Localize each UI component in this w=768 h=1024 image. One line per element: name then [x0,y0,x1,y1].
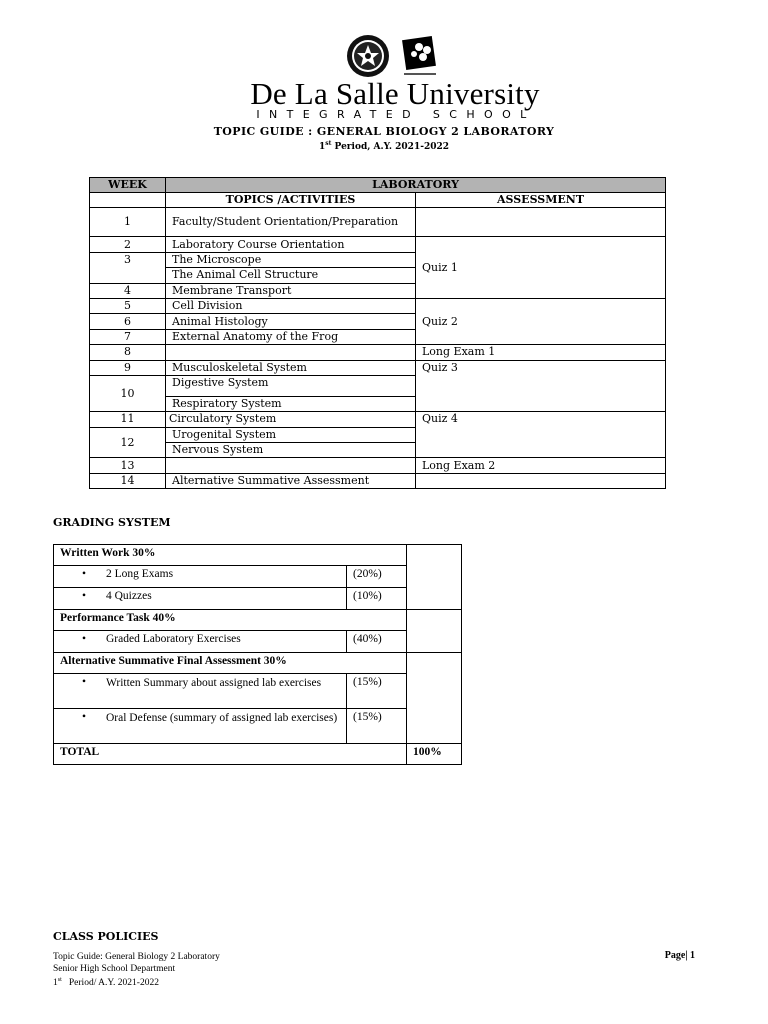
week-cell: 7 [90,329,166,344]
total-label: TOTAL [54,744,407,765]
topic-cell: Laboratory Course Orientation [166,237,416,252]
table-row [54,653,462,674]
topic-cell: Circulatory System [166,412,416,427]
week-header: WEEK [90,178,166,193]
table-row [54,545,462,566]
quizzes-item [54,588,347,610]
week-cell: 4 [90,283,166,298]
topic-cell: Musculoskeletal System [166,360,416,375]
empty-cell [407,545,462,610]
alternative-final-heading: Alternative Summative Final Assessment 30% [54,653,407,674]
assessment-cell [416,473,666,488]
topic-cell: Alternative Summative Assessment [166,473,416,488]
assessment-cell [416,208,666,237]
item-percent: (10%) [347,588,407,610]
item-percent: (15%) [347,709,407,744]
week-cell: 9 [90,360,166,375]
item-percent: (15%) [347,674,407,709]
table-row [90,298,666,313]
table-row [54,566,462,588]
week-cell: 1 [90,208,166,237]
topic-cell: The Microscope [166,252,416,267]
week-cell: 5 [90,298,166,313]
table-row [54,588,462,610]
table-row [90,208,666,237]
footer-line: Senior High School Department [53,963,176,974]
topic-cell: Urogenital System [166,427,416,442]
item-label: Oral Defense (summary of assigned lab exercises) [106,712,338,724]
bullet-icon: • [81,590,87,602]
table-row [54,610,462,631]
page-title: TOPIC GUIDE : GENERAL BIOLOGY 2 LABORATORY [213,125,555,138]
school-mark-icon [402,36,438,78]
grading-system-heading: GRADING SYSTEM [53,516,171,529]
footer-line: 1st Period/ A.Y. 2021-2022 [53,977,159,989]
table-row [54,709,462,744]
week-cell: 10 [90,375,166,411]
topic-cell: Membrane Transport [166,283,416,298]
table-subheader-row [90,193,666,208]
laboratory-header: LABORATORY [166,178,666,193]
graded-lab-item [54,631,347,653]
empty-cell [407,653,462,744]
week-cell: 2 [90,237,166,252]
table-row [54,631,462,653]
week-cell: 6 [90,314,166,329]
footer-line: Topic Guide: General Biology 2 Laboratory [53,952,220,962]
item-label: 4 Quizzes [106,590,152,602]
topics-header: TOPICS /ACTIVITIES [166,193,416,208]
assessment-cell: Long Exam 2 [416,458,666,473]
table-row [90,237,666,252]
table-row [90,473,666,488]
item-percent: (40%) [347,631,407,653]
header-logos [346,34,440,78]
assessment-cell: Quiz 3 [416,360,666,412]
total-value: 100% [407,744,462,765]
topic-cell: Faculty/Student Orientation/Preparation [166,208,416,237]
week-cell: 14 [90,473,166,488]
bullet-icon: • [81,711,87,723]
footer [53,952,220,990]
table-row [90,360,666,375]
item-percent: (20%) [347,566,407,588]
table-header-row [90,178,666,193]
table-row [90,458,666,473]
item-label: 2 Long Exams [106,568,174,580]
assessment-cell: Quiz 4 [416,412,666,458]
assessment-cell: Long Exam 1 [416,345,666,360]
written-work-heading: Written Work 30% [54,545,407,566]
topic-cell: External Anatomy of the Frog [166,329,416,344]
week-cell: 8 [90,345,166,360]
written-summary-item [54,674,347,709]
school-name: INTEGRATED SCHOOL [256,108,536,121]
topic-cell [166,345,416,360]
empty-cell [407,610,462,653]
week-cell: 11 [90,412,166,427]
assessment-header: ASSESSMENT [416,193,666,208]
topic-cell [166,458,416,473]
item-label: Graded Laboratory Exercises [106,633,241,645]
bullet-icon: • [81,676,87,688]
week-cell: 13 [90,458,166,473]
item-label: Written Summary about assigned lab exercises [106,677,322,689]
table-row [90,345,666,360]
topic-cell: Cell Division [166,298,416,313]
week-cell: 12 [90,427,166,458]
class-policies-heading: CLASS POLICIES [53,930,159,943]
long-exams-item [54,566,347,588]
assessment-cell: Quiz 2 [416,298,666,344]
grading-table [53,544,462,765]
topic-cell: Animal Histology [166,314,416,329]
topic-cell: Respiratory System [166,396,416,411]
oral-defense-item [54,709,347,744]
topics-table [89,177,666,489]
table-row [54,674,462,709]
bullet-icon: • [81,633,87,645]
bullet-icon: • [81,568,87,580]
topic-cell: Nervous System [166,443,416,458]
university-name: De La Salle University [250,76,540,111]
table-row [90,412,666,427]
assessment-cell: Quiz 1 [416,237,666,299]
table-row [54,744,462,765]
academic-period: 1st Period, A.Y. 2021-2022 [318,140,449,152]
topic-cell: Digestive System [166,375,416,396]
week-cell: 3 [90,252,166,283]
topic-cell: The Animal Cell Structure [166,268,416,283]
empty-cell [90,193,166,208]
page-number: Page| 1 [664,950,695,961]
university-seal-icon [346,34,390,78]
performance-task-heading: Performance Task 40% [54,610,407,631]
